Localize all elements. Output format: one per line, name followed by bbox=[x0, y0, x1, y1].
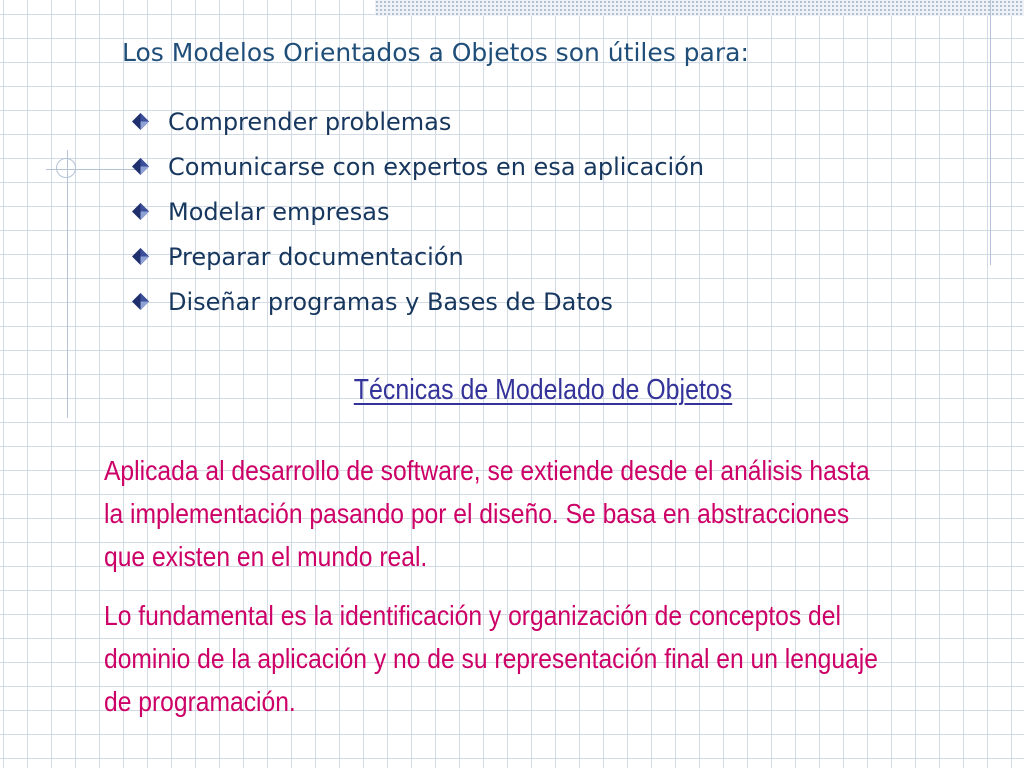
dotted-decoration-band bbox=[375, 0, 1024, 16]
paragraph-line: Lo fundamental es la identificación y organización de conceptos del bbox=[104, 600, 841, 631]
diamond-bullet-icon bbox=[132, 203, 149, 220]
paragraph-line: dominio de la aplicación y no de su representación final en un lenguaje bbox=[104, 643, 878, 674]
bullet-text: Diseñar programas y Bases de Datos bbox=[168, 287, 613, 316]
list-item bbox=[132, 144, 704, 189]
decorative-circle-icon bbox=[56, 158, 76, 178]
diamond-bullet-icon bbox=[132, 113, 149, 130]
diamond-bullet-icon bbox=[132, 158, 149, 175]
paragraph-line: de programación. bbox=[104, 686, 296, 717]
paragraph-fundamental bbox=[104, 594, 984, 723]
bullet-text: Preparar documentación bbox=[168, 242, 464, 271]
decorative-vertical-line-right bbox=[990, 0, 991, 265]
decorative-vertical-line-left bbox=[67, 150, 68, 418]
list-item bbox=[132, 189, 704, 234]
bullet-text: Comprender problemas bbox=[168, 107, 452, 136]
bullet-text: Comunicarse con expertos en esa aplicación bbox=[168, 152, 705, 181]
list-item bbox=[132, 279, 704, 324]
paragraph-line: Aplicada al desarrollo de software, se extiende desde el análisis hasta bbox=[104, 455, 870, 486]
bullet-list bbox=[132, 99, 704, 324]
section-subtitle-link[interactable]: Técnicas de Modelado de Objetos bbox=[353, 374, 733, 406]
paragraph-line: que existen en el mundo real. bbox=[104, 541, 428, 572]
bullet-text: Modelar empresas bbox=[168, 197, 390, 226]
slide-title: Los Modelos Orientados a Objetos son útiles para: bbox=[122, 38, 749, 67]
diamond-bullet-icon bbox=[132, 248, 149, 265]
diamond-bullet-icon bbox=[132, 293, 149, 310]
list-item bbox=[132, 234, 704, 279]
paragraph-aplicada bbox=[104, 449, 984, 578]
list-item bbox=[132, 99, 704, 144]
paragraph-line: la implementación pasando por el diseño. Se basa en abstracciones bbox=[104, 498, 850, 529]
